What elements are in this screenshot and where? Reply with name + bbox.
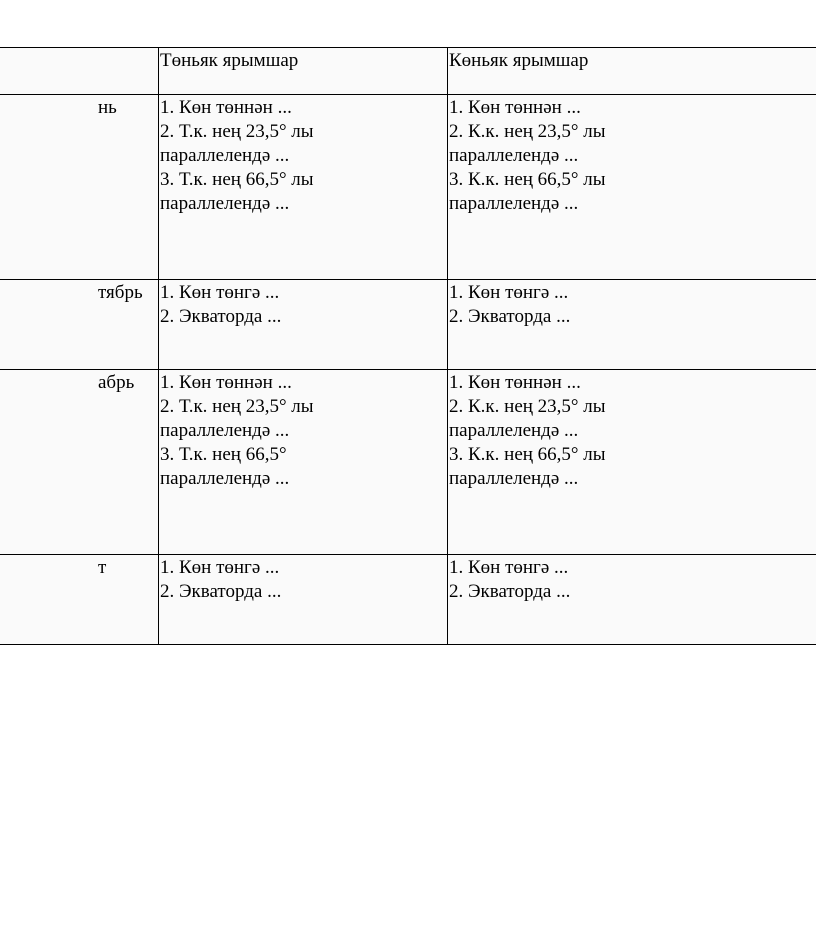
cell-line: 1. Көн төннән ...	[449, 97, 581, 118]
season-table	[0, 47, 816, 645]
table-row	[0, 555, 816, 645]
season-table-wrapper	[0, 47, 816, 645]
cell-line: 3. Т.к. нең 66,5°	[160, 444, 287, 465]
cell-line: 1. Көн төнгә ...	[449, 557, 569, 578]
cell-line: параллелендә ...	[449, 468, 579, 489]
cell-line: 1. Көн төннән ...	[160, 372, 292, 393]
table-row	[0, 95, 816, 280]
north-cell	[159, 95, 448, 280]
cell-line: 2. Экваторда ...	[160, 581, 282, 602]
cell-line: параллелендә ...	[160, 193, 290, 214]
south-cell	[448, 95, 816, 280]
cell-line: 3. Т.к. нең 66,5° лы	[160, 169, 314, 190]
row-label: т	[98, 557, 107, 578]
row-label: абрь	[98, 372, 135, 393]
north-cell	[159, 370, 448, 555]
row-label-cell	[0, 555, 159, 645]
cell-line: 2. К.к. нең 23,5° лы	[449, 396, 606, 417]
cell-line: 1. Көн төннән ...	[449, 372, 581, 393]
cell-line: 2. Т.к. нең 23,5° лы	[160, 396, 314, 417]
cell-line: 3. К.к. нең 66,5° лы	[449, 444, 606, 465]
cell-line: 1. Көн төнгә ...	[160, 282, 280, 303]
row-label: нь	[98, 97, 117, 118]
cell-line: параллелендә ...	[449, 145, 579, 166]
row-label-cell	[0, 370, 159, 555]
cell-line: 2. К.к. нең 23,5° лы	[449, 121, 606, 142]
cell-line: 2. Т.к. нең 23,5° лы	[160, 121, 314, 142]
header-south-hemisphere: Көньяк ярымшар	[448, 48, 816, 95]
cell-line: параллелендә ...	[160, 145, 290, 166]
south-cell	[448, 280, 816, 370]
cell-line: 2. Экваторда ...	[160, 306, 282, 327]
cell-line: параллелендә ...	[449, 193, 579, 214]
cell-line: параллелендә ...	[160, 468, 290, 489]
row-label-cell	[0, 95, 159, 280]
south-cell	[448, 370, 816, 555]
cell-line: параллелендә ...	[160, 420, 290, 441]
table-header-row	[0, 48, 816, 95]
cell-line: 1. Көн төнгә ...	[449, 282, 569, 303]
header-north-hemisphere: Төньяк ярымшар	[159, 48, 448, 95]
south-cell	[448, 555, 816, 645]
cell-line: 3. К.к. нең 66,5° лы	[449, 169, 606, 190]
table-row	[0, 370, 816, 555]
row-label: тябрь	[98, 282, 143, 303]
north-cell	[159, 280, 448, 370]
north-cell	[159, 555, 448, 645]
cell-line: параллелендә ...	[449, 420, 579, 441]
cell-line: 1. Көн төнгә ...	[160, 557, 280, 578]
cell-line: 2. Экваторда ...	[449, 581, 571, 602]
table-row	[0, 280, 816, 370]
row-label-cell	[0, 280, 159, 370]
header-corner-cell	[0, 48, 159, 95]
cell-line: 2. Экваторда ...	[449, 306, 571, 327]
cell-line: 1. Көн төннән ...	[160, 97, 292, 118]
